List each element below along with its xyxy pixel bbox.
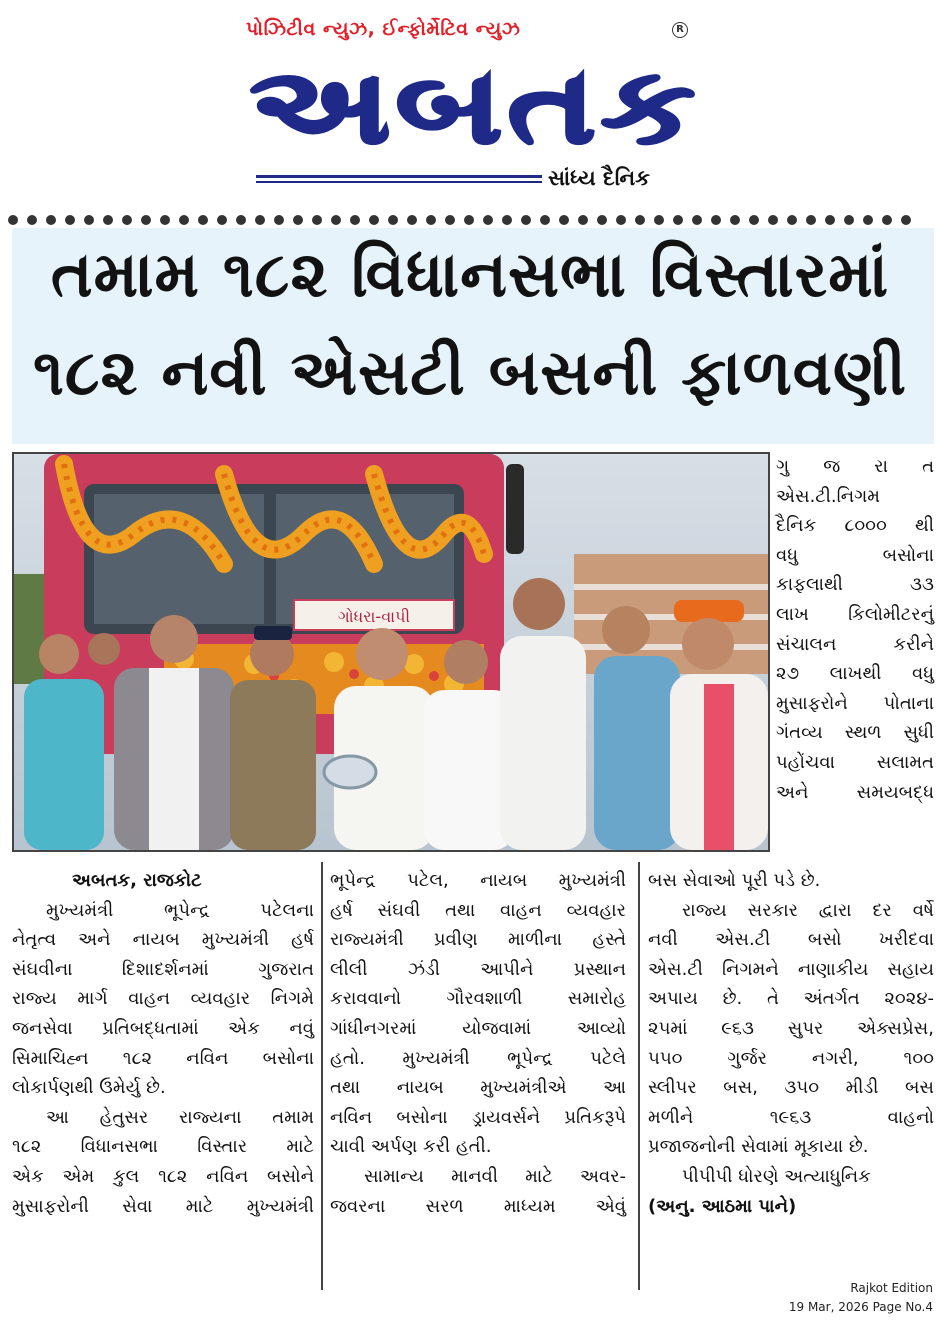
separator-dot <box>559 215 569 225</box>
separator-dot <box>768 215 778 225</box>
separator-dot <box>350 215 360 225</box>
separator-dot <box>255 215 265 225</box>
right-line: દૈનિક ૮૦૦૦ થી <box>776 515 934 537</box>
separator-dot <box>578 215 588 225</box>
body-line: સામાન્ય માનવી માટે અવર- <box>364 1165 626 1187</box>
masthead-tagline: પોઝિટીવ ન્યુઝ, ઈન્ફોર્મેટિવ ન્યુઝ <box>246 18 521 40</box>
body-line: લીલી ઝંડી આપીને પ્રસ્થાન <box>330 958 626 980</box>
right-line: સંચાલન કરીને <box>776 633 934 655</box>
body-line: ૨૫માં ૯૬૩ સુપર એક્સપ્રેસ, <box>648 1017 934 1039</box>
body-line: એસ.ટી નિગમને નાણાકીય સહાય <box>648 958 934 980</box>
separator-dot <box>122 215 132 225</box>
edition-label: Rajkot Edition <box>850 1281 933 1295</box>
body-line: બસ સેવાઓ પૂરી પડે છે. <box>648 870 821 891</box>
separator-dot <box>502 215 512 225</box>
body-line: મુસાફરોની સેવા માટે મુખ્યમંત્રી <box>12 1195 314 1217</box>
right-line: મુસાફરોને પોતાના <box>776 692 934 714</box>
separator-dot <box>464 215 474 225</box>
separator-dot <box>369 215 379 225</box>
separator-dot <box>673 215 683 225</box>
separator-dot <box>388 215 398 225</box>
column-divider <box>321 862 323 1290</box>
separator-dot <box>844 215 854 225</box>
continued-note: (અનુ. આઠમા પાને) <box>648 1195 797 1217</box>
date-page-label: 19 Mar, 2026 Page No.4 <box>788 1300 933 1314</box>
masthead-subtitle: સાંધ્ય દૈનિક <box>548 166 650 190</box>
separator-dot <box>863 215 873 225</box>
body-line: હતો. મુખ્યમંત્રી ભૂપેન્દ્ર પટેલે <box>330 1047 626 1069</box>
separator-dot <box>141 215 151 225</box>
dateline: અબતક, રાજકોટ <box>72 870 202 891</box>
separator-dot <box>27 215 37 225</box>
separator-dot <box>825 215 835 225</box>
body-line: આ હેતુસર રાજ્યના તમામ <box>46 1106 314 1128</box>
body-line: ભૂપેન્દ્ર પટેલ, નાયબ મુખ્યમંત્રી <box>330 870 626 891</box>
separator-dot <box>635 215 645 225</box>
newspaper-logo: અબતક <box>250 45 701 167</box>
body-line: મુખ્યમંત્રી ભૂપેન્દ્ર પટેલના <box>46 899 314 921</box>
separator-dot <box>597 215 607 225</box>
separator-dot <box>483 215 493 225</box>
column-divider <box>638 862 640 1290</box>
logo-underline-thin <box>256 181 542 183</box>
body-line: ૫૫૦ ગુર્જર નગરી, ૧૦૦ <box>648 1047 934 1069</box>
separator-dot <box>901 215 911 225</box>
body-line: રાજ્યમંત્રી પ્રવીણ માળીના હસ્તે <box>330 929 626 951</box>
photo-illustration <box>14 454 768 850</box>
separator-dot <box>65 215 75 225</box>
separator-dot <box>692 215 702 225</box>
separator-dot <box>616 215 626 225</box>
separator-dot <box>198 215 208 225</box>
body-line: જનસેવા પ્રતિબદ્ધતામાં એક નવું <box>12 1017 314 1039</box>
body-line: નવી એસ.ટી બસો ખરીદવા <box>648 929 934 951</box>
body-line: પ્રજાજનોની સેવામાં મૂકાયા છે. <box>648 1136 869 1158</box>
right-line: લાખ કિલોમીટરનું <box>776 603 934 625</box>
body-line: સ્લીપર બસ, ૩૫૦ મીડી બસ <box>648 1077 934 1099</box>
separator-dot <box>806 215 816 225</box>
body-line: ચાવી અર્પણ કરી હતી. <box>330 1136 492 1158</box>
separator-dot <box>293 215 303 225</box>
separator-dot <box>160 215 170 225</box>
separator-dot <box>312 215 322 225</box>
separator-dot <box>787 215 797 225</box>
separator-dot <box>882 215 892 225</box>
right-line: કાફલાથી ૩૩ <box>776 574 934 596</box>
article-column-1 <box>12 866 314 1221</box>
body-line: નવિન બસોના ડ્રાયવર્સને પ્રતિકરૂપે <box>330 1106 626 1128</box>
body-line: તથા નાયબ મુખ્યમંત્રીએ આ <box>330 1077 626 1099</box>
separator-dot <box>654 215 664 225</box>
separator-dot <box>711 215 721 225</box>
news-photo <box>12 452 770 852</box>
body-line: અપાય છે. તે અંતર્ગત ૨૦૨૪- <box>648 988 934 1010</box>
headline-line-1: તમામ ૧૮૨ વિધાનસભા વિસ્તારમાં <box>50 238 890 311</box>
body-line: એક એમ કુલ ૧૮૨ નવિન બસોને <box>12 1165 314 1187</box>
separator-dot <box>8 215 18 225</box>
logo-underline <box>256 175 542 178</box>
body-line: સિમાચિહ્ન ૧૮૨ નવિન બસોના <box>12 1047 314 1069</box>
body-line: સંઘવીના દિશાદર્શનમાં ગુજરાત <box>12 958 314 980</box>
right-line: એસ.ટી.નિગમ <box>776 485 880 507</box>
masthead <box>0 0 941 205</box>
right-line: પહોંચવા સલામત <box>776 751 934 773</box>
body-line: રાજ્ય સરકાર દ્વારા દર વર્ષે <box>682 899 934 921</box>
separator-dot <box>274 215 284 225</box>
body-line: પીપીપી ધોરણે અત્યાધુનિક <box>682 1165 871 1187</box>
separator-dot <box>103 215 113 225</box>
body-line: મળીને ૧૯૬૩ વાહનો <box>648 1106 934 1128</box>
separator-dot <box>730 215 740 225</box>
article-column-2 <box>330 866 626 1221</box>
separator-dot <box>407 215 417 225</box>
separator-dot <box>331 215 341 225</box>
body-line: ૧૮૨ વિધાનસભા વિસ્તાર માટે <box>12 1136 314 1158</box>
body-line: રાજ્ય માર્ગ વાહન વ્યવહાર નિગમે <box>12 988 314 1010</box>
separator-dot <box>236 215 246 225</box>
right-line: ૨૭ લાખથી વધુ <box>776 663 934 685</box>
separator-dot <box>540 215 550 225</box>
dotted-separator <box>8 210 934 226</box>
separator-dot <box>179 215 189 225</box>
separator-dot <box>749 215 759 225</box>
body-line: નેતૃત્વ અને નાયબ મુખ્યમંત્રી હર્ષ <box>12 929 314 951</box>
body-line: હર્ષ સંઘવી તથા વાહન વ્યવહાર <box>330 899 626 921</box>
body-line: લોકાર્પણથી ઉમેર્યુ છે. <box>12 1077 166 1099</box>
article-column-3 <box>648 866 934 1221</box>
right-line: વધુ બસોના <box>776 544 934 566</box>
article-right-column <box>776 452 934 807</box>
right-line: ગંતવ્ય સ્થળ સુધી <box>776 722 934 744</box>
headline-line-2: ૧૮૨ નવી એસટી બસની ફાળવણી <box>33 336 907 409</box>
separator-dot <box>84 215 94 225</box>
body-line: ગાંધીનગરમાં યોજવામાં આવ્યો <box>330 1017 626 1039</box>
separator-dot <box>217 215 227 225</box>
body-line: જવરના સરળ માધ્યમ એવું <box>330 1195 626 1217</box>
right-line: અને સમયબદ્ધ <box>776 781 934 803</box>
body-line: કરાવવાનો ગૌરવશાળી સમારોહ <box>330 988 626 1010</box>
registered-mark: R <box>672 22 688 38</box>
right-line: ગુ જ રા ત <box>776 456 934 477</box>
separator-dot <box>46 215 56 225</box>
bus-sign-text: ગોધરા-વાપી <box>337 607 411 626</box>
separator-dot <box>445 215 455 225</box>
separator-dot <box>426 215 436 225</box>
separator-dot <box>521 215 531 225</box>
